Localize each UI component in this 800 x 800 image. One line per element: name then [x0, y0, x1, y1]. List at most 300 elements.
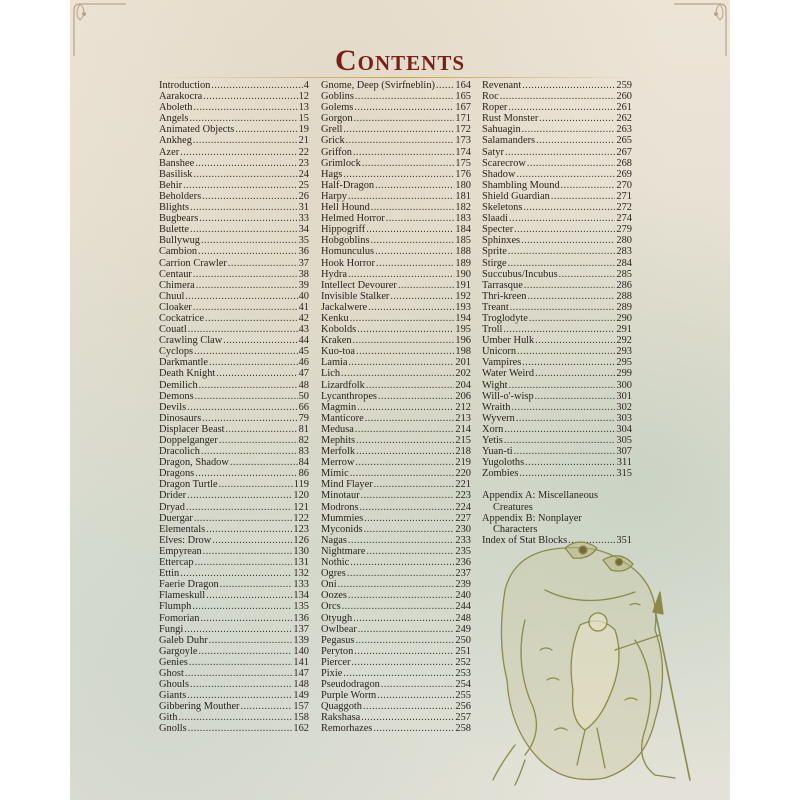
leader-dots — [353, 147, 454, 158]
entry-title: Magmin — [321, 401, 357, 413]
toc-entry[interactable] — [321, 502, 471, 513]
entry-page-number: 148 — [293, 679, 309, 691]
entry-title: Ghost — [159, 667, 184, 679]
entry-title: Dracolich — [159, 446, 200, 458]
toc-entry[interactable] — [321, 113, 471, 124]
toc-entry[interactable] — [159, 402, 309, 413]
leader-dots — [510, 302, 616, 313]
toc-entry[interactable] — [321, 424, 471, 435]
toc-entry[interactable] — [321, 180, 471, 191]
entry-page-number: 134 — [293, 590, 309, 602]
toc-entry[interactable] — [482, 147, 632, 158]
entry-title: Homunculus — [321, 246, 375, 258]
toc-entry[interactable] — [159, 701, 309, 712]
toc-entry[interactable] — [159, 147, 309, 158]
toc-entry[interactable] — [482, 368, 632, 379]
leader-dots — [228, 258, 298, 269]
toc-entry[interactable] — [482, 357, 632, 368]
toc-entry[interactable] — [321, 590, 471, 601]
entry-title: Sphinxes — [482, 235, 521, 247]
toc-entry[interactable] — [159, 690, 309, 701]
entry-page-number: 86 — [298, 468, 309, 480]
entry-page-number: 176 — [455, 168, 471, 180]
entry-page-number: 292 — [616, 335, 632, 347]
leader-dots — [350, 313, 455, 324]
toc-entry[interactable] — [159, 613, 309, 624]
entry-page-number: 131 — [293, 557, 309, 569]
leader-dots — [551, 191, 616, 202]
toc-entry[interactable] — [321, 357, 471, 368]
toc-entry[interactable] — [482, 113, 632, 124]
entry-title: Specter — [482, 224, 514, 236]
entry-page-number: 293 — [616, 346, 632, 358]
toc-entry[interactable] — [482, 291, 632, 302]
leader-dots — [363, 701, 454, 712]
entry-page-number: 230 — [455, 523, 471, 535]
leader-dots — [361, 490, 455, 501]
toc-entry[interactable] — [321, 613, 471, 624]
leader-dots — [348, 269, 454, 280]
leader-dots — [187, 490, 292, 501]
leader-dots — [343, 124, 454, 135]
entry-title: Griffon — [321, 146, 352, 158]
leader-dots — [361, 712, 454, 723]
entry-page-number: 206 — [455, 390, 471, 402]
entry-page-number: 301 — [616, 390, 632, 402]
toc-entry[interactable] — [482, 346, 632, 357]
toc-entry[interactable] — [482, 302, 632, 313]
toc-entry[interactable] — [482, 158, 632, 169]
entry-title: Orcs — [321, 601, 341, 613]
leader-dots — [348, 535, 454, 546]
toc-entry[interactable] — [159, 368, 309, 379]
toc-entry[interactable] — [482, 213, 632, 224]
toc-entry[interactable] — [159, 524, 309, 535]
entry-page-number: 182 — [455, 202, 471, 214]
toc-entry[interactable] — [159, 568, 309, 579]
entry-page-number: 133 — [293, 579, 309, 591]
entry-title: Devils — [159, 401, 187, 413]
leader-dots — [346, 135, 455, 146]
toc-entry[interactable] — [159, 657, 309, 668]
toc-entry[interactable] — [321, 158, 471, 169]
toc-entry[interactable] — [321, 191, 471, 202]
entry-page-number: 202 — [455, 368, 471, 380]
toc-entry[interactable] — [159, 91, 309, 102]
leader-dots — [190, 224, 298, 235]
toc-entry[interactable] — [321, 313, 471, 324]
toc-entry[interactable] — [321, 102, 471, 113]
toc-entry[interactable] — [321, 457, 471, 468]
leader-dots — [356, 346, 454, 357]
toc-entry[interactable] — [321, 524, 471, 535]
entry-title: Quaggoth — [321, 701, 362, 713]
toc-entry[interactable] — [321, 391, 471, 402]
toc-entry[interactable] — [159, 158, 309, 169]
toc-entry[interactable] — [159, 135, 309, 146]
toc-entry[interactable] — [159, 601, 309, 612]
leader-dots — [189, 657, 293, 668]
page-title: Contents — [334, 44, 466, 77]
leader-dots — [375, 246, 454, 257]
toc-entry[interactable] — [159, 502, 309, 513]
leader-dots — [348, 191, 454, 202]
entry-page-number: 265 — [616, 135, 632, 147]
entry-page-number: 286 — [616, 279, 632, 291]
spacer — [482, 479, 632, 490]
toc-entry[interactable] — [159, 557, 309, 568]
toc-entry[interactable] — [321, 568, 471, 579]
toc-entry[interactable] — [321, 302, 471, 313]
toc-entry[interactable] — [321, 690, 471, 701]
toc-entry[interactable] — [482, 202, 632, 213]
leader-dots — [360, 502, 455, 513]
toc-entry[interactable] — [321, 446, 471, 457]
toc-entry[interactable] — [159, 380, 309, 391]
toc-entry[interactable] — [321, 80, 471, 91]
leader-dots — [519, 468, 615, 479]
toc-entry[interactable] — [321, 712, 471, 723]
toc-entry[interactable] — [482, 269, 632, 280]
toc-entry[interactable] — [321, 213, 471, 224]
entry-page-number: 291 — [616, 324, 632, 336]
leader-dots — [187, 690, 292, 701]
toc-entry[interactable] — [159, 335, 309, 346]
toc-entry[interactable] — [482, 191, 632, 202]
toc-entry[interactable] — [159, 535, 309, 546]
entry-title: Kenku — [321, 312, 349, 324]
leader-dots — [350, 468, 455, 479]
toc-entry[interactable] — [159, 246, 309, 257]
entry-title: Shambling Mound — [482, 179, 560, 191]
entry-title: Myconids — [321, 523, 363, 535]
entry-title: Troglodyte — [482, 312, 528, 324]
toc-entry[interactable] — [159, 180, 309, 191]
entry-title: Beholders — [159, 190, 202, 202]
entry-title: Hags — [321, 168, 343, 180]
entry-page-number: 224 — [455, 501, 471, 513]
toc-entry[interactable] — [321, 380, 471, 391]
entry-page-number: 219 — [455, 457, 471, 469]
toc-entry[interactable] — [321, 147, 471, 158]
toc-entry[interactable] — [482, 457, 632, 468]
toc-entry[interactable] — [321, 657, 471, 668]
toc-entry[interactable] — [482, 402, 632, 413]
entry-title: Yugoloths — [482, 457, 525, 469]
leader-dots — [223, 335, 297, 346]
toc-entry[interactable] — [482, 468, 632, 479]
toc-entry[interactable] — [321, 169, 471, 180]
leader-dots — [200, 613, 292, 624]
toc-entry[interactable] — [159, 346, 309, 357]
toc-entry[interactable] — [321, 490, 471, 501]
toc-entry[interactable] — [321, 91, 471, 102]
toc-entry[interactable] — [482, 224, 632, 235]
toc-entry[interactable] — [482, 280, 632, 291]
toc-entry[interactable] — [321, 258, 471, 269]
leader-dots — [338, 579, 455, 590]
entry-title: Appendix A: Miscellaneous — [482, 490, 599, 502]
toc-entry[interactable] — [482, 246, 632, 257]
toc-entry[interactable] — [482, 124, 632, 135]
toc-entry[interactable] — [159, 679, 309, 690]
toc-entry[interactable] — [159, 712, 309, 723]
toc-entry[interactable] — [321, 579, 471, 590]
entry-title: Zombies — [482, 468, 519, 480]
leader-dots — [211, 80, 302, 91]
toc-entry[interactable] — [159, 224, 309, 235]
entry-page-number: 164 — [455, 80, 471, 91]
toc-entry[interactable] — [482, 324, 632, 335]
entry-page-number: 261 — [616, 102, 632, 114]
toc-entry[interactable] — [321, 413, 471, 424]
entry-page-number: 305 — [616, 435, 632, 446]
toc-entry[interactable] — [482, 169, 632, 180]
toc-entry[interactable] — [321, 324, 471, 335]
leader-dots — [349, 357, 455, 368]
toc-entry[interactable] — [321, 135, 471, 146]
toc-entry[interactable] — [321, 513, 471, 524]
toc-entry[interactable] — [482, 435, 632, 446]
toc-entry[interactable] — [482, 180, 632, 191]
toc-entry[interactable] — [321, 246, 471, 257]
toc-entry[interactable] — [159, 590, 309, 601]
leader-dots — [535, 368, 615, 379]
entry-page-number: 172 — [455, 124, 471, 136]
entry-page-number: 250 — [455, 634, 471, 646]
leader-dots — [203, 91, 297, 102]
toc-entry[interactable] — [321, 269, 471, 280]
toc-entry[interactable] — [321, 124, 471, 135]
entry-title: Couatl — [159, 324, 187, 336]
leader-dots — [341, 368, 454, 379]
entry-page-number: 122 — [293, 512, 309, 524]
toc-entry[interactable] — [321, 224, 471, 235]
entry-page-number: 270 — [616, 179, 632, 191]
toc-entry[interactable] — [159, 635, 309, 646]
toc-entry[interactable] — [321, 546, 471, 557]
entry-title: Fungi — [159, 623, 184, 635]
leader-dots — [193, 102, 297, 113]
toc-entry[interactable] — [159, 213, 309, 224]
toc-entry[interactable] — [159, 280, 309, 291]
entry-title: Mephits — [321, 435, 356, 446]
entry-page-number: 263 — [616, 124, 632, 136]
entry-title: Ettercap — [159, 557, 194, 569]
toc-entry[interactable] — [159, 258, 309, 269]
entry-title: Index of Stat Blocks — [482, 534, 568, 546]
entry-title: Duergar — [159, 512, 193, 524]
entry-page-number: 137 — [293, 623, 309, 635]
entry-title: Galeb Duhr — [159, 634, 208, 646]
toc-entry[interactable] — [159, 102, 309, 113]
leader-dots — [198, 646, 292, 657]
toc-entry[interactable] — [482, 335, 632, 346]
leader-dots — [189, 113, 297, 124]
entry-title: Harpy — [321, 190, 347, 202]
toc-entry[interactable] — [159, 446, 309, 457]
toc-entry[interactable] — [482, 490, 632, 512]
toc-entry[interactable] — [321, 601, 471, 612]
entry-title: Wraith — [482, 401, 511, 413]
toc-entry[interactable] — [321, 468, 471, 479]
entry-title: Pixie — [321, 667, 343, 679]
toc-entry[interactable] — [159, 80, 309, 91]
entry-page-number: 81 — [298, 423, 309, 435]
toc-entry[interactable] — [159, 646, 309, 657]
toc-entry[interactable] — [482, 413, 632, 424]
toc-entry[interactable] — [321, 557, 471, 568]
entry-title: Thri-kreen — [482, 290, 527, 302]
entry-page-number: 259 — [616, 80, 632, 91]
toc-entry[interactable] — [482, 235, 632, 246]
entry-title: Banshee — [159, 157, 195, 169]
toc-entry[interactable] — [159, 191, 309, 202]
toc-entry[interactable] — [321, 235, 471, 246]
entry-page-number: 121 — [293, 501, 309, 513]
leader-dots — [366, 380, 455, 391]
entry-page-number: 165 — [455, 91, 471, 103]
entry-title: Kraken — [321, 335, 352, 347]
toc-entry[interactable] — [321, 535, 471, 546]
leader-dots — [193, 302, 298, 313]
toc-entry[interactable] — [159, 424, 309, 435]
entry-page-number: 235 — [455, 545, 471, 557]
toc-entry[interactable] — [482, 446, 632, 457]
toc-entry[interactable] — [159, 668, 309, 679]
leader-dots — [186, 502, 292, 513]
leader-dots — [529, 313, 616, 324]
entry-title: Goblins — [321, 91, 354, 103]
leader-dots — [206, 524, 292, 535]
entry-title: Owlbear — [321, 623, 357, 635]
toc-entry[interactable] — [321, 701, 471, 712]
toc-entry[interactable] — [159, 546, 309, 557]
entry-page-number: 220 — [455, 468, 471, 480]
toc-entry[interactable] — [321, 368, 471, 379]
toc-entry[interactable] — [159, 723, 309, 734]
toc-entry[interactable] — [321, 291, 471, 302]
toc-entry[interactable] — [159, 235, 309, 246]
leader-dots — [187, 402, 297, 413]
toc-entry[interactable] — [482, 391, 632, 402]
entry-page-number: 37 — [298, 257, 309, 269]
toc-entry[interactable] — [159, 435, 309, 446]
toc-entry[interactable] — [321, 435, 471, 446]
entry-title: Minotaur — [321, 490, 360, 502]
entry-title-continued: Characters — [493, 523, 538, 535]
toc-entry[interactable] — [321, 346, 471, 357]
entry-page-number: 12 — [298, 91, 309, 103]
toc-entry[interactable] — [482, 80, 632, 91]
toc-entry[interactable] — [321, 202, 471, 213]
entry-page-number: 190 — [455, 268, 471, 280]
toc-entry[interactable] — [482, 102, 632, 113]
toc-entry[interactable] — [159, 113, 309, 124]
leader-dots — [350, 557, 454, 568]
toc-entry[interactable] — [321, 646, 471, 657]
toc-entry[interactable] — [159, 169, 309, 180]
toc-entry[interactable] — [159, 490, 309, 501]
leader-dots — [180, 568, 292, 579]
entry-title: Gnome, Deep (Svirfneblin) — [321, 80, 435, 91]
toc-entry[interactable] — [321, 280, 471, 291]
toc-entry[interactable] — [159, 324, 309, 335]
leader-dots — [364, 524, 455, 535]
entry-page-number: 288 — [616, 290, 632, 302]
leader-dots — [226, 424, 298, 435]
toc-entry[interactable] — [482, 380, 632, 391]
leader-dots — [354, 113, 455, 124]
entry-page-number: 23 — [298, 157, 309, 169]
entry-title: Cambion — [159, 246, 198, 258]
toc-entry[interactable] — [321, 479, 471, 490]
leader-dots — [241, 701, 293, 712]
toc-entry[interactable] — [159, 269, 309, 280]
toc-entry[interactable] — [159, 313, 309, 324]
toc-entry[interactable] — [321, 402, 471, 413]
entry-page-number: 45 — [298, 346, 309, 358]
toc-entry[interactable] — [482, 424, 632, 435]
toc-entry[interactable] — [482, 258, 632, 269]
entry-page-number: 227 — [455, 512, 471, 524]
toc-entry[interactable] — [159, 391, 309, 402]
entry-page-number: 157 — [293, 701, 309, 713]
entry-page-number: 204 — [455, 379, 471, 391]
toc-entry[interactable] — [321, 723, 471, 734]
leader-dots — [355, 424, 455, 435]
toc-entry[interactable] — [159, 513, 309, 524]
toc-entry[interactable] — [159, 468, 309, 479]
toc-entry[interactable] — [159, 457, 309, 468]
leader-dots — [527, 158, 616, 169]
toc-entry[interactable] — [159, 624, 309, 635]
toc-entry[interactable] — [482, 91, 632, 102]
entry-page-number: 79 — [298, 412, 309, 424]
entry-page-number: 258 — [455, 723, 471, 735]
toc-entry[interactable] — [321, 335, 471, 346]
toc-entry[interactable] — [482, 313, 632, 324]
toc-entry[interactable] — [159, 579, 309, 590]
entry-page-number: 158 — [293, 712, 309, 724]
leader-dots — [524, 280, 616, 291]
leader-dots — [373, 723, 454, 734]
entry-page-number: 303 — [616, 412, 632, 424]
entry-page-number: 31 — [298, 202, 309, 214]
toc-entry[interactable] — [159, 479, 309, 490]
entry-page-number: 192 — [455, 290, 471, 302]
leader-dots — [356, 446, 454, 457]
entry-page-number: 198 — [455, 346, 471, 358]
toc-entry[interactable] — [159, 357, 309, 368]
leader-dots — [539, 113, 615, 124]
entry-page-number: 255 — [455, 690, 471, 702]
toc-entry[interactable] — [159, 291, 309, 302]
toc-entry[interactable] — [321, 679, 471, 690]
entry-title: Aboleth — [159, 102, 193, 114]
leader-dots — [206, 590, 292, 601]
leader-dots — [368, 302, 454, 313]
toc-entry[interactable] — [321, 668, 471, 679]
toc-entry[interactable] — [159, 413, 309, 424]
toc-entry[interactable] — [159, 202, 309, 213]
toc-entry[interactable] — [159, 302, 309, 313]
entry-page-number: 315 — [616, 468, 632, 480]
toc-entry[interactable] — [159, 124, 309, 135]
toc-entry[interactable] — [482, 135, 632, 146]
toc-entry[interactable] — [321, 624, 471, 635]
toc-entry[interactable] — [321, 635, 471, 646]
